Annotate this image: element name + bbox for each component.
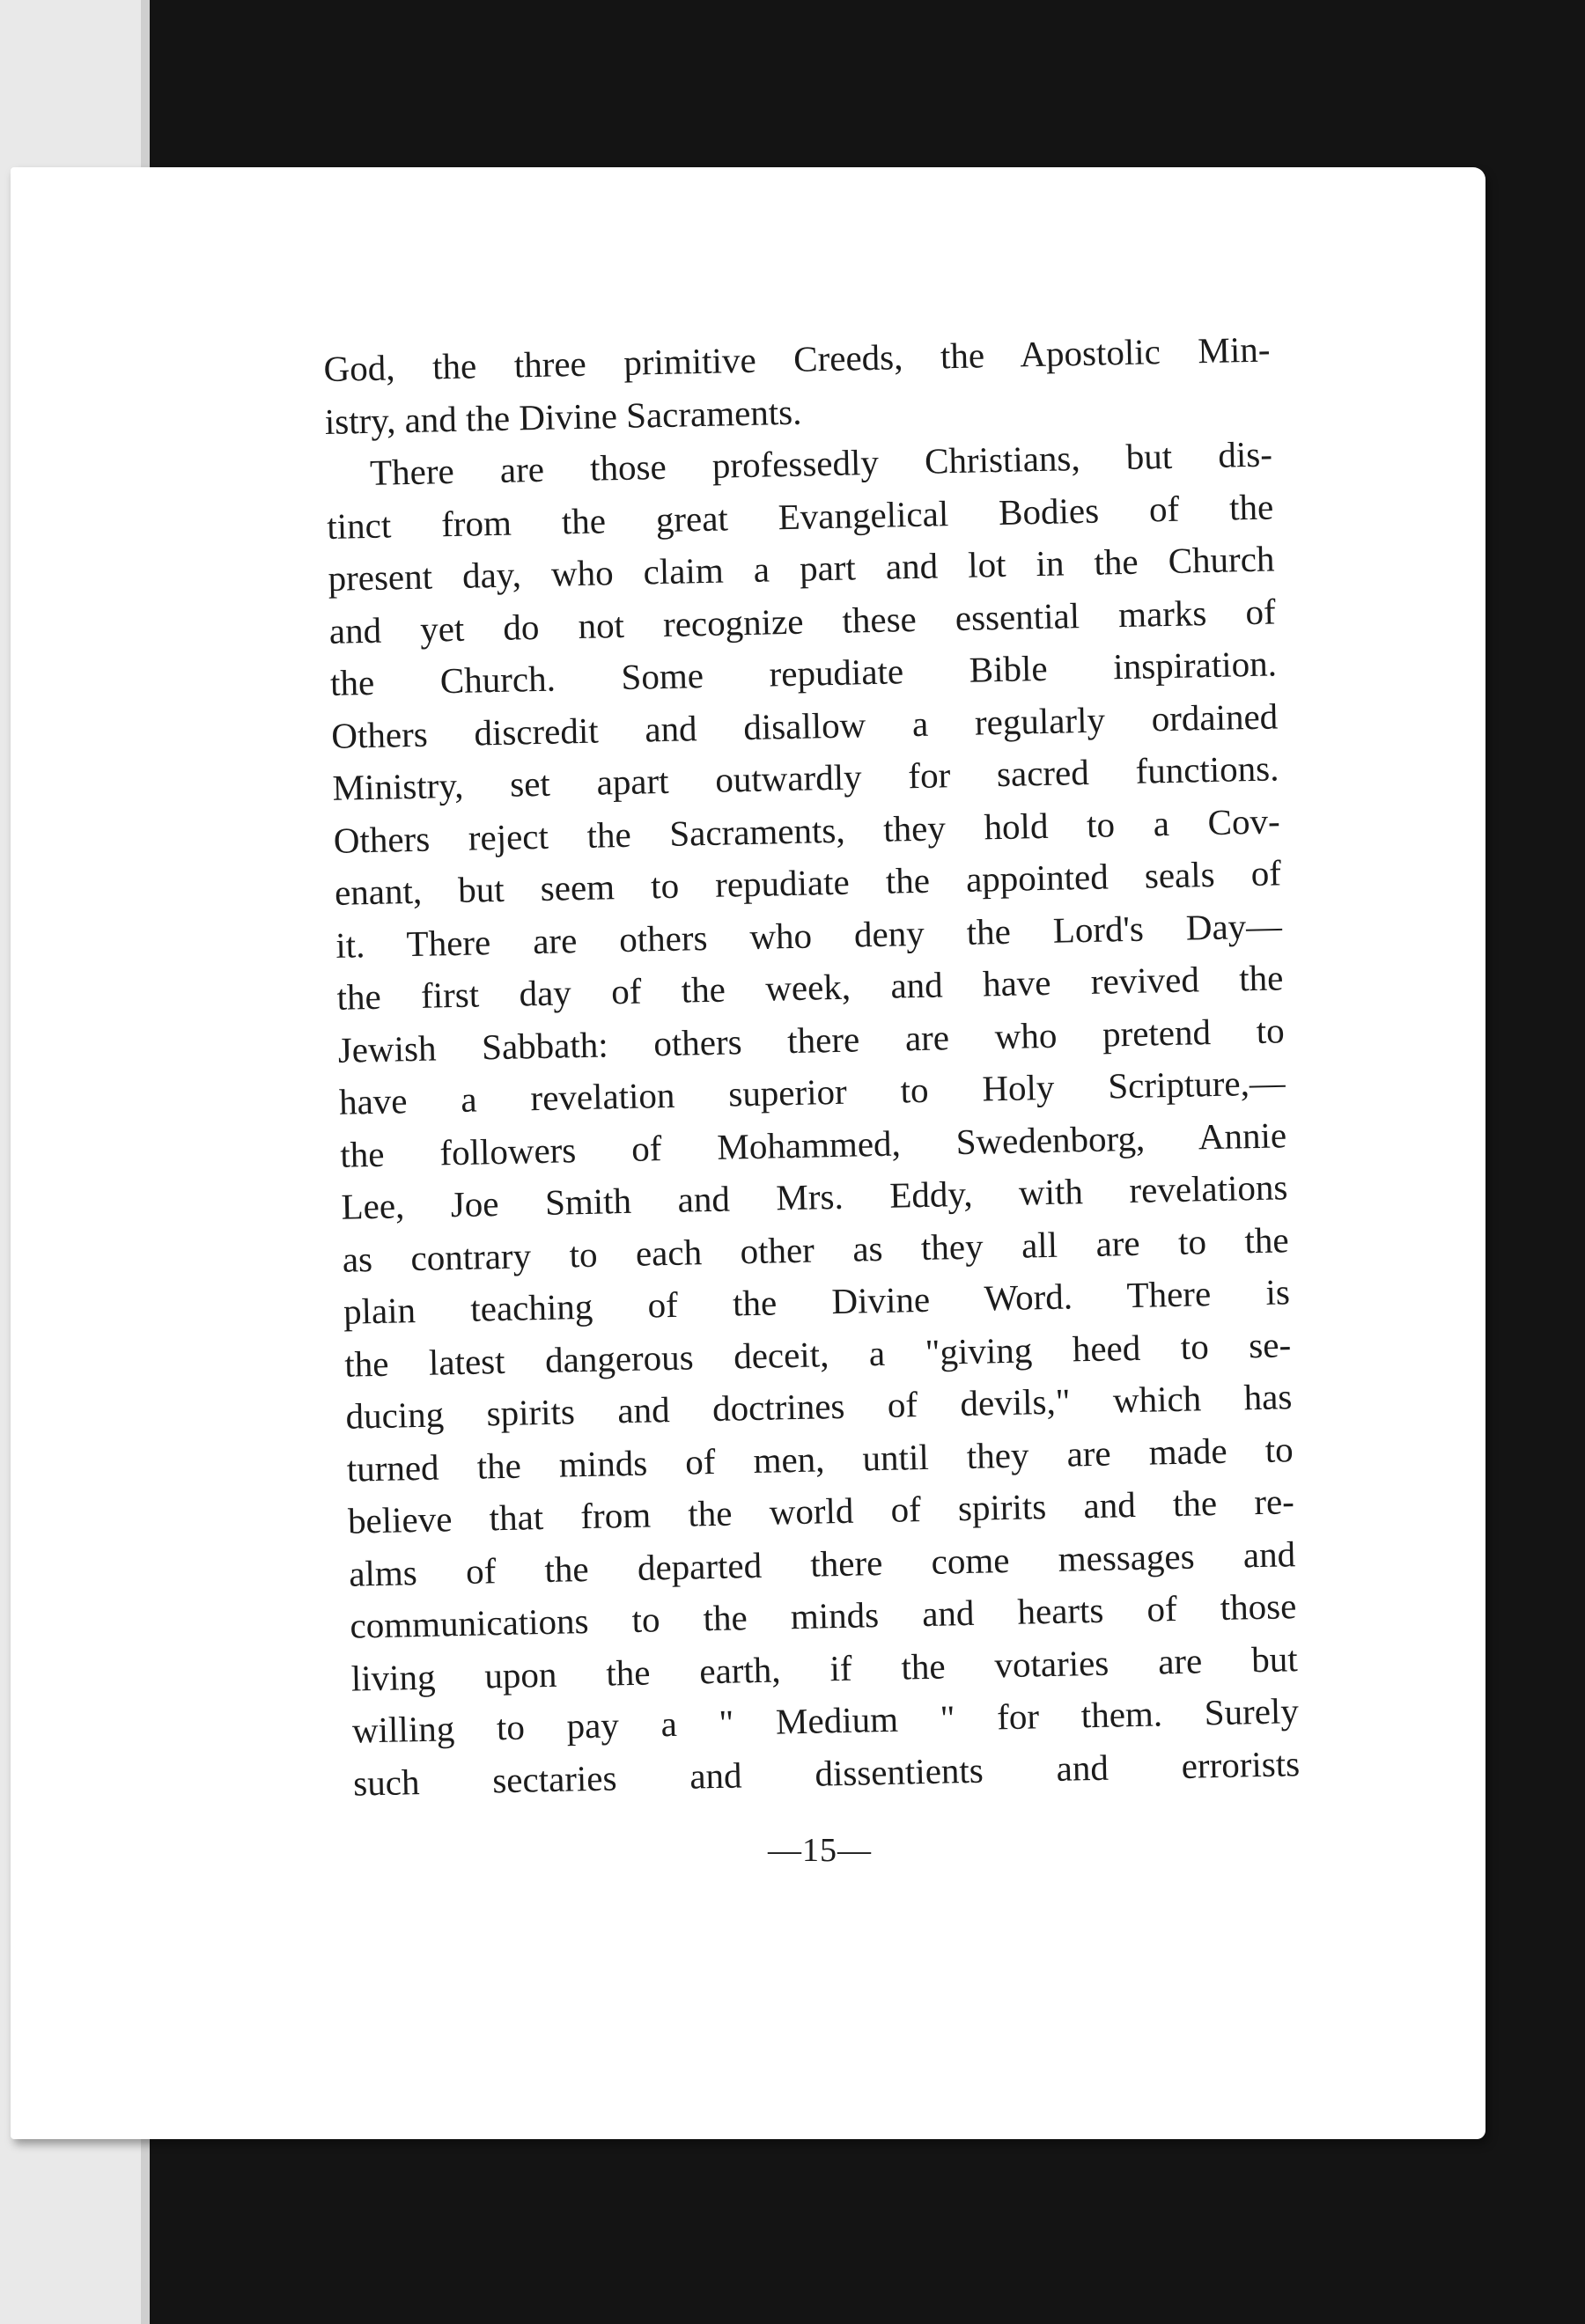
text-line: it. There are others who deny the Lord's Day—	[335, 904, 1283, 966]
text-line: such sectaries and dissentients and errorists	[352, 1742, 1301, 1804]
text-line: present day, who claim a part and lot in the Church	[328, 538, 1275, 599]
text-line: Lee, Joe Smith and Mrs. Eddy, with revelations	[341, 1166, 1288, 1227]
text-line: and yet do not recognize these essential marks of	[328, 590, 1277, 651]
text-line: willing to pay a " Medium " for them. Surely	[351, 1690, 1300, 1751]
book-page	[11, 167, 1485, 2139]
text-line: believe that from the world of spirits and the re-	[347, 1481, 1295, 1541]
text-line: God, the three primitive Creeds, the Apostolic Min-	[323, 328, 1271, 389]
text-line: istry, and the Divine Sacraments.	[324, 391, 802, 442]
text-line: communications to the minds and hearts of those	[350, 1585, 1297, 1646]
text-line: the latest dangerous deceit, a "giving heed to se-	[343, 1323, 1292, 1385]
text-line: have a revelation superior to Holy Scripture,—	[338, 1062, 1286, 1122]
text-line: Others reject the Sacraments, they hold to a Cov-	[333, 799, 1281, 861]
text-line: the first day of the week, and have revived the	[336, 957, 1284, 1018]
text-line: enant, but seem to repudiate the appointed seals of	[334, 852, 1282, 913]
text-line: as contrary to each other as they all are to the	[342, 1218, 1290, 1280]
text-line: alms of the departed there come messages and	[348, 1533, 1296, 1594]
body-text	[323, 323, 1301, 1809]
text-line: There are those professedly Christians, but dis-	[369, 433, 1273, 493]
text-line: Ministry, set apart outwardly for sacred functions.	[332, 747, 1279, 808]
text-line: Others discredit and disallow a regularly ordained	[330, 695, 1279, 756]
text-line: tinct from the great Evangelical Bodies of the	[326, 485, 1274, 547]
text-line: the followers of Mohammed, Swedenborg, Annie	[339, 1114, 1287, 1175]
text-line: turned the minds of men, until they are made to	[346, 1428, 1294, 1489]
text-line: plain teaching of the Divine Word. There is	[343, 1271, 1291, 1332]
text-line: Jewish Sabbath: others there are who pretend to	[337, 1009, 1286, 1070]
text-line: living upon the earth, if the votaries are but	[350, 1637, 1299, 1699]
text-line: the Church. Some repudiate Bible inspiration.	[329, 643, 1278, 703]
page-number: —15—	[768, 1832, 872, 1869]
text-line: ducing spirits and doctrines of devils," which has	[345, 1376, 1293, 1437]
